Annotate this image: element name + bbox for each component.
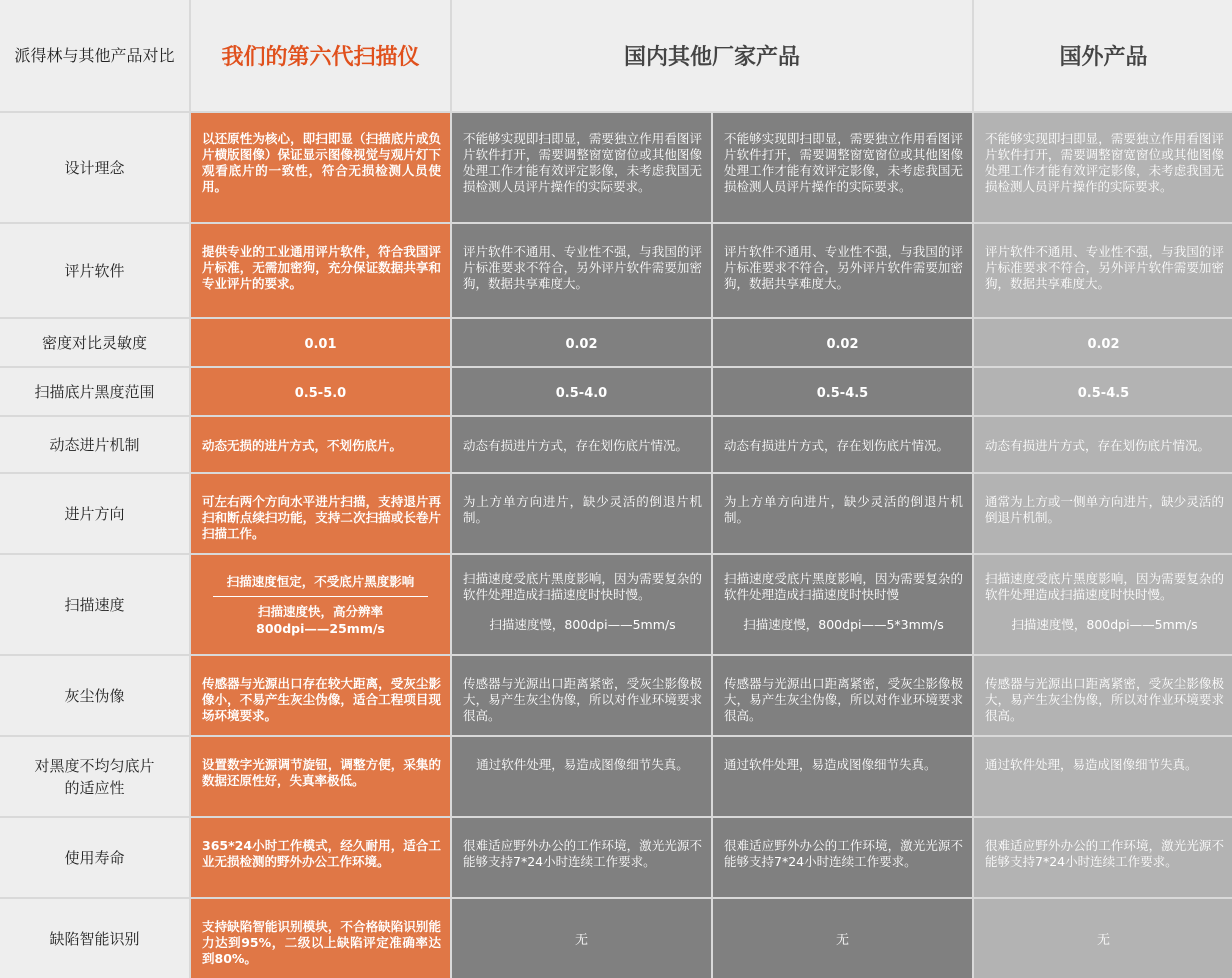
- domestic1-density-range: 0.5-4.0: [452, 368, 711, 415]
- foreign-speed-desc: 扫描速度受底片黑度影响，因为需要复杂的软件处理造成扫描速度时快时慢。: [985, 571, 1224, 602]
- ours-speed-divider: [213, 596, 428, 597]
- domestic1-sensitivity: 0.02: [452, 319, 711, 366]
- ours-design: 以还原性为核心，即扫即显（扫描底片成负片横版图像）保证显示图像视觉与观片灯下观看底片的一致性，符合无损检测人员使用。: [191, 113, 450, 222]
- domestic1-defect-recognition: 无: [452, 899, 711, 978]
- row-label-feed-direction: 进片方向: [0, 474, 189, 553]
- foreign-density-range: 0.5-4.5: [974, 368, 1232, 415]
- row-label-design: 设计理念: [0, 113, 189, 222]
- domestic2-dust-artifact: 传感器与光源出口距离紧密，受灰尘影像极大，易产生灰尘伪像，所以对作业环境要求很高。: [713, 656, 972, 735]
- row-label-defect-recognition: 缺陷智能识别: [0, 899, 189, 978]
- domestic2-feed-direction: 为上方单方向进片，缺少灵活的倒退片机制。: [713, 474, 972, 553]
- foreign-service-life: 很难适应野外办公的工作环境，激光光源不能够支持7*24小时连续工作要求。: [974, 818, 1232, 897]
- foreign-speed-value: 扫描速度慢，800dpi——5mm/s: [1011, 617, 1198, 632]
- row-label-dust-artifact: 灰尘伪像: [0, 656, 189, 735]
- header-domestic-products: 国内其他厂家产品: [452, 0, 972, 111]
- ours-service-life: 365*24小时工作模式，经久耐用，适合工业无损检测的野外办公工作环境。: [191, 818, 450, 897]
- ours-speed-line1: 扫描速度恒定，不受底片黑度影响: [226, 574, 415, 589]
- domestic2-sensitivity: 0.02: [713, 319, 972, 366]
- domestic2-defect-recognition: 无: [713, 899, 972, 978]
- domestic2-scan-speed: [713, 555, 972, 654]
- foreign-defect-recognition: 无: [974, 899, 1232, 978]
- domestic1-speed-value: 扫描速度慢，800dpi——5mm/s: [489, 617, 676, 632]
- domestic1-dust-artifact: 传感器与光源出口距离紧密，受灰尘影像极大，易产生灰尘伪像，所以对作业环境要求很高。: [452, 656, 711, 735]
- ours-density-range: 0.5-5.0: [191, 368, 450, 415]
- domestic2-service-life: 很难适应野外办公的工作环境，激光光源不能够支持7*24小时连续工作要求。: [713, 818, 972, 897]
- foreign-sensitivity: 0.02: [974, 319, 1232, 366]
- domestic1-uneven-density: 通过软件处理，易造成图像细节失真。: [452, 737, 711, 816]
- table-corner-title: 派得林与其他产品对比: [0, 0, 189, 111]
- ours-speed-line2: 扫描速度快，高分辨率: [257, 604, 383, 619]
- domestic1-feed-mechanism: 动态有损进片方式，存在划伤底片情况。: [452, 417, 711, 472]
- domestic2-speed-desc: 扫描速度受底片黑度影响，因为需要复杂的软件处理造成扫描速度时快时慢: [724, 571, 963, 602]
- header-our-product: 我们的第六代扫描仪: [191, 0, 450, 111]
- row-label-sensitivity: 密度对比灵敏度: [0, 319, 189, 366]
- row-label-scan-speed: 扫描速度: [0, 555, 189, 654]
- ours-feed-direction: 可左右两个方向水平进片扫描，支持退片再扫和断点续扫功能，支持二次扫描或长卷片扫描工作。: [191, 474, 450, 553]
- domestic2-feed-mechanism: 动态有损进片方式，存在划伤底片情况。: [713, 417, 972, 472]
- domestic1-feed-direction: 为上方单方向进片，缺少灵活的倒退片机制。: [452, 474, 711, 553]
- ours-speed-line3: 800dpi——25mm/s: [256, 621, 385, 636]
- domestic2-design: 不能够实现即扫即显，需要独立作用看图评片软件打开，需要调整窗宽窗位或其他图像处理工作才能有效评定影像，未考虑我国无损检测人员评片操作的实际要求。: [713, 113, 972, 222]
- domestic1-speed-desc: 扫描速度受底片黑度影响，因为需要复杂的软件处理造成扫描速度时快时慢。: [463, 571, 702, 602]
- foreign-dust-artifact: 传感器与光源出口距离紧密，受灰尘影像极大，易产生灰尘伪像，所以对作业环境要求很高。: [974, 656, 1232, 735]
- foreign-feed-direction: 通常为上方或一侧单方向进片，缺少灵活的倒退片机制。: [974, 474, 1232, 553]
- row-label-uneven-density: 对黑度不均匀底片的适应性: [0, 737, 189, 816]
- header-foreign-products: 国外产品: [974, 0, 1232, 111]
- ours-sensitivity: 0.01: [191, 319, 450, 366]
- foreign-uneven-density: 通过软件处理，易造成图像细节失真。: [974, 737, 1232, 816]
- domestic2-density-range: 0.5-4.5: [713, 368, 972, 415]
- row-label-density-range: 扫描底片黑度范围: [0, 368, 189, 415]
- ours-feed-mechanism: 动态无损的进片方式，不划伤底片。: [191, 417, 450, 472]
- domestic1-service-life: 很难适应野外办公的工作环境，激光光源不能够支持7*24小时连续工作要求。: [452, 818, 711, 897]
- ours-defect-recognition: 支持缺陷智能识别模块，不合格缺陷识别能力达到95%，二级以上缺陷评定准确率达到80%。: [191, 899, 450, 978]
- foreign-software: 评片软件不通用、专业性不强，与我国的评片标准要求不符合，另外评片软件需要加密狗，数据共享难度大。: [974, 224, 1232, 317]
- domestic2-software: 评片软件不通用、专业性不强，与我国的评片标准要求不符合，另外评片软件需要加密狗，数据共享难度大。: [713, 224, 972, 317]
- row-label-feed-mechanism: 动态进片机制: [0, 417, 189, 472]
- domestic1-software: 评片软件不通用、专业性不强，与我国的评片标准要求不符合，另外评片软件需要加密狗，数据共享难度大。: [452, 224, 711, 317]
- foreign-feed-mechanism: 动态有损进片方式，存在划伤底片情况。: [974, 417, 1232, 472]
- row-label-service-life: 使用寿命: [0, 818, 189, 897]
- domestic1-design: 不能够实现即扫即显，需要独立作用看图评片软件打开，需要调整窗宽窗位或其他图像处理工作才能有效评定影像，未考虑我国无损检测人员评片操作的实际要求。: [452, 113, 711, 222]
- ours-uneven-density: 设置数字光源调节旋钮，调整方便，采集的数据还原性好，失真率极低。: [191, 737, 450, 816]
- foreign-scan-speed: [974, 555, 1232, 654]
- foreign-design: 不能够实现即扫即显，需要独立作用看图评片软件打开，需要调整窗宽窗位或其他图像处理工作才能有效评定影像，未考虑我国无损检测人员评片操作的实际要求。: [974, 113, 1232, 222]
- domestic2-speed-value: 扫描速度慢，800dpi——5*3mm/s: [743, 617, 944, 632]
- ours-software: 提供专业的工业通用评片软件，符合我国评片标准，无需加密狗，充分保证数据共享和专业评片的要求。: [191, 224, 450, 317]
- domestic2-uneven-density: 通过软件处理，易造成图像细节失真。: [713, 737, 972, 816]
- ours-scan-speed: [191, 555, 450, 654]
- domestic1-scan-speed: [452, 555, 711, 654]
- ours-dust-artifact: 传感器与光源出口存在较大距离，受灰尘影像小，不易产生灰尘伪像，适合工程项目现场环境要求。: [191, 656, 450, 735]
- row-label-software: 评片软件: [0, 224, 189, 317]
